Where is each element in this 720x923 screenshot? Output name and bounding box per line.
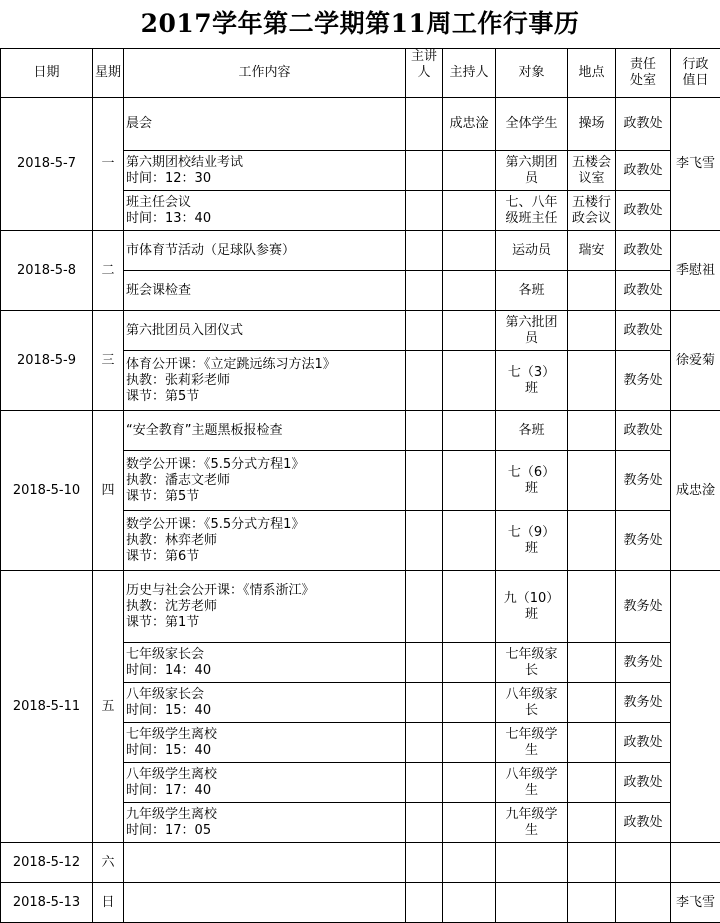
date-cell: 2018-5-7	[1, 98, 93, 231]
header-content: 工作内容	[124, 49, 406, 98]
target-cell	[496, 883, 568, 923]
header-speaker: 主讲 人	[406, 49, 443, 98]
host-cell	[443, 571, 496, 643]
host-cell	[443, 271, 496, 311]
location-cell	[568, 763, 616, 803]
content-cell: 市体育节活动（足球队参赛）	[124, 231, 406, 271]
location-cell	[568, 723, 616, 763]
host-cell	[443, 191, 496, 231]
speaker-cell	[406, 351, 443, 411]
speaker-cell	[406, 803, 443, 843]
office-cell: 教务处	[616, 451, 671, 511]
duty-cell: 李飞雪	[671, 883, 720, 923]
host-cell	[443, 723, 496, 763]
location-cell	[568, 511, 616, 571]
location-cell: 五楼行 政会议	[568, 191, 616, 231]
location-cell	[568, 683, 616, 723]
table-row	[1, 311, 720, 351]
table-row	[1, 231, 720, 271]
content-cell: 第六期团校结业考试 时间：12：30	[124, 151, 406, 191]
office-cell: 教务处	[616, 571, 671, 643]
host-cell	[443, 843, 496, 883]
speaker-cell	[406, 883, 443, 923]
target-cell: 八年级学 生	[496, 763, 568, 803]
location-cell	[568, 883, 616, 923]
weekday-cell: 六	[93, 843, 124, 883]
office-cell: 政教处	[616, 411, 671, 451]
weekday-cell: 二	[93, 231, 124, 311]
host-cell	[443, 511, 496, 571]
content-cell: 八年级家长会 时间：15：40	[124, 683, 406, 723]
table-row	[1, 98, 720, 151]
speaker-cell	[406, 231, 443, 271]
schedule-body	[1, 98, 720, 923]
content-cell: 数学公开课：《5.5分式方程1》 执教：林弈老师 课节：第6节	[124, 511, 406, 571]
table-row	[1, 571, 720, 643]
speaker-cell	[406, 683, 443, 723]
content-cell	[124, 843, 406, 883]
duty-cell	[671, 843, 720, 883]
target-cell: 七（6） 班	[496, 451, 568, 511]
date-cell: 2018-5-9	[1, 311, 93, 411]
date-cell: 2018-5-12	[1, 843, 93, 883]
content-cell: 历史与社会公开课：《情系浙江》 执教：沈芳老师 课节：第1节	[124, 571, 406, 643]
location-cell	[568, 571, 616, 643]
date-cell: 2018-5-8	[1, 231, 93, 311]
host-cell	[443, 231, 496, 271]
target-cell: 运动员	[496, 231, 568, 271]
header-weekday: 星期	[93, 49, 124, 98]
table-row	[1, 843, 720, 883]
location-cell: 操场	[568, 98, 616, 151]
location-cell	[568, 643, 616, 683]
date-cell: 2018-5-11	[1, 571, 93, 843]
target-cell: 七、八年 级班主任	[496, 191, 568, 231]
host-cell	[443, 411, 496, 451]
weekday-cell: 三	[93, 311, 124, 411]
duty-cell: 李飞雪	[671, 98, 720, 231]
content-cell: 第六批团员入团仪式	[124, 311, 406, 351]
speaker-cell	[406, 511, 443, 571]
office-cell: 政教处	[616, 191, 671, 231]
target-cell: 九（10） 班	[496, 571, 568, 643]
weekday-cell: 一	[93, 98, 124, 231]
content-cell: 班会课检查	[124, 271, 406, 311]
duty-cell: 成忠淦	[671, 411, 720, 571]
host-cell	[443, 683, 496, 723]
host-cell	[443, 451, 496, 511]
office-cell: 教务处	[616, 683, 671, 723]
duty-cell: 徐爱菊	[671, 311, 720, 411]
location-cell: 五楼会 议室	[568, 151, 616, 191]
speaker-cell	[406, 411, 443, 451]
table-row	[1, 883, 720, 923]
location-cell: 瑞安	[568, 231, 616, 271]
target-cell: 各班	[496, 271, 568, 311]
speaker-cell	[406, 98, 443, 151]
location-cell	[568, 351, 616, 411]
duty-cell: 季慰祖	[671, 231, 720, 311]
page-title: 2017学年第二学期第11周工作行事历	[0, 0, 720, 48]
content-cell: 体育公开课：《立定跳远练习方法1》 执教：张莉彩老师 课节：第5节	[124, 351, 406, 411]
speaker-cell	[406, 643, 443, 683]
header-target: 对象	[496, 49, 568, 98]
header-duty: 行政 值日	[671, 49, 720, 98]
office-cell	[616, 843, 671, 883]
office-cell: 政教处	[616, 98, 671, 151]
speaker-cell	[406, 151, 443, 191]
content-cell: “安全教育”主题黑板报检查	[124, 411, 406, 451]
speaker-cell	[406, 191, 443, 231]
speaker-cell	[406, 763, 443, 803]
location-cell	[568, 271, 616, 311]
location-cell	[568, 843, 616, 883]
host-cell	[443, 151, 496, 191]
speaker-cell	[406, 843, 443, 883]
office-cell: 教务处	[616, 511, 671, 571]
weekday-cell: 五	[93, 571, 124, 843]
header-date: 日期	[1, 49, 93, 98]
host-cell	[443, 803, 496, 843]
duty-cell	[671, 571, 720, 843]
target-cell: 七年级学 生	[496, 723, 568, 763]
target-cell: 七（9） 班	[496, 511, 568, 571]
header-office: 责任 处室	[616, 49, 671, 98]
host-cell	[443, 311, 496, 351]
target-cell: 七年级家 长	[496, 643, 568, 683]
office-cell: 教务处	[616, 351, 671, 411]
target-cell: 第六批团 员	[496, 311, 568, 351]
host-cell	[443, 351, 496, 411]
content-cell: 七年级家长会 时间：14：40	[124, 643, 406, 683]
host-cell	[443, 883, 496, 923]
date-cell: 2018-5-10	[1, 411, 93, 571]
speaker-cell	[406, 723, 443, 763]
date-cell: 2018-5-13	[1, 883, 93, 923]
office-cell: 教务处	[616, 643, 671, 683]
target-cell: 各班	[496, 411, 568, 451]
target-cell: 第六期团 员	[496, 151, 568, 191]
location-cell	[568, 803, 616, 843]
table-row	[1, 411, 720, 451]
content-cell: 八年级学生离校 时间：17：40	[124, 763, 406, 803]
schedule-table	[0, 48, 720, 923]
target-cell: 八年级家 长	[496, 683, 568, 723]
header-row	[1, 49, 720, 98]
content-cell: 七年级学生离校 时间：15：40	[124, 723, 406, 763]
speaker-cell	[406, 271, 443, 311]
office-cell: 政教处	[616, 311, 671, 351]
office-cell: 政教处	[616, 151, 671, 191]
speaker-cell	[406, 571, 443, 643]
target-cell: 九年级学 生	[496, 803, 568, 843]
content-cell: 班主任会议 时间：13：40	[124, 191, 406, 231]
host-cell	[443, 643, 496, 683]
office-cell: 政教处	[616, 271, 671, 311]
target-cell: 七（3） 班	[496, 351, 568, 411]
location-cell	[568, 311, 616, 351]
target-cell: 全体学生	[496, 98, 568, 151]
content-cell	[124, 883, 406, 923]
weekday-cell: 四	[93, 411, 124, 571]
weekday-cell: 日	[93, 883, 124, 923]
office-cell: 政教处	[616, 803, 671, 843]
office-cell: 政教处	[616, 231, 671, 271]
speaker-cell	[406, 311, 443, 351]
location-cell	[568, 411, 616, 451]
office-cell: 政教处	[616, 723, 671, 763]
content-cell: 九年级学生离校 时间：17：05	[124, 803, 406, 843]
office-cell	[616, 883, 671, 923]
content-cell: 晨会	[124, 98, 406, 151]
host-cell: 成忠淦	[443, 98, 496, 151]
content-cell: 数学公开课：《5.5分式方程1》 执教：潘志文老师 课节：第5节	[124, 451, 406, 511]
target-cell	[496, 843, 568, 883]
location-cell	[568, 451, 616, 511]
header-host: 主持人	[443, 49, 496, 98]
header-location: 地点	[568, 49, 616, 98]
office-cell: 政教处	[616, 763, 671, 803]
host-cell	[443, 763, 496, 803]
speaker-cell	[406, 451, 443, 511]
